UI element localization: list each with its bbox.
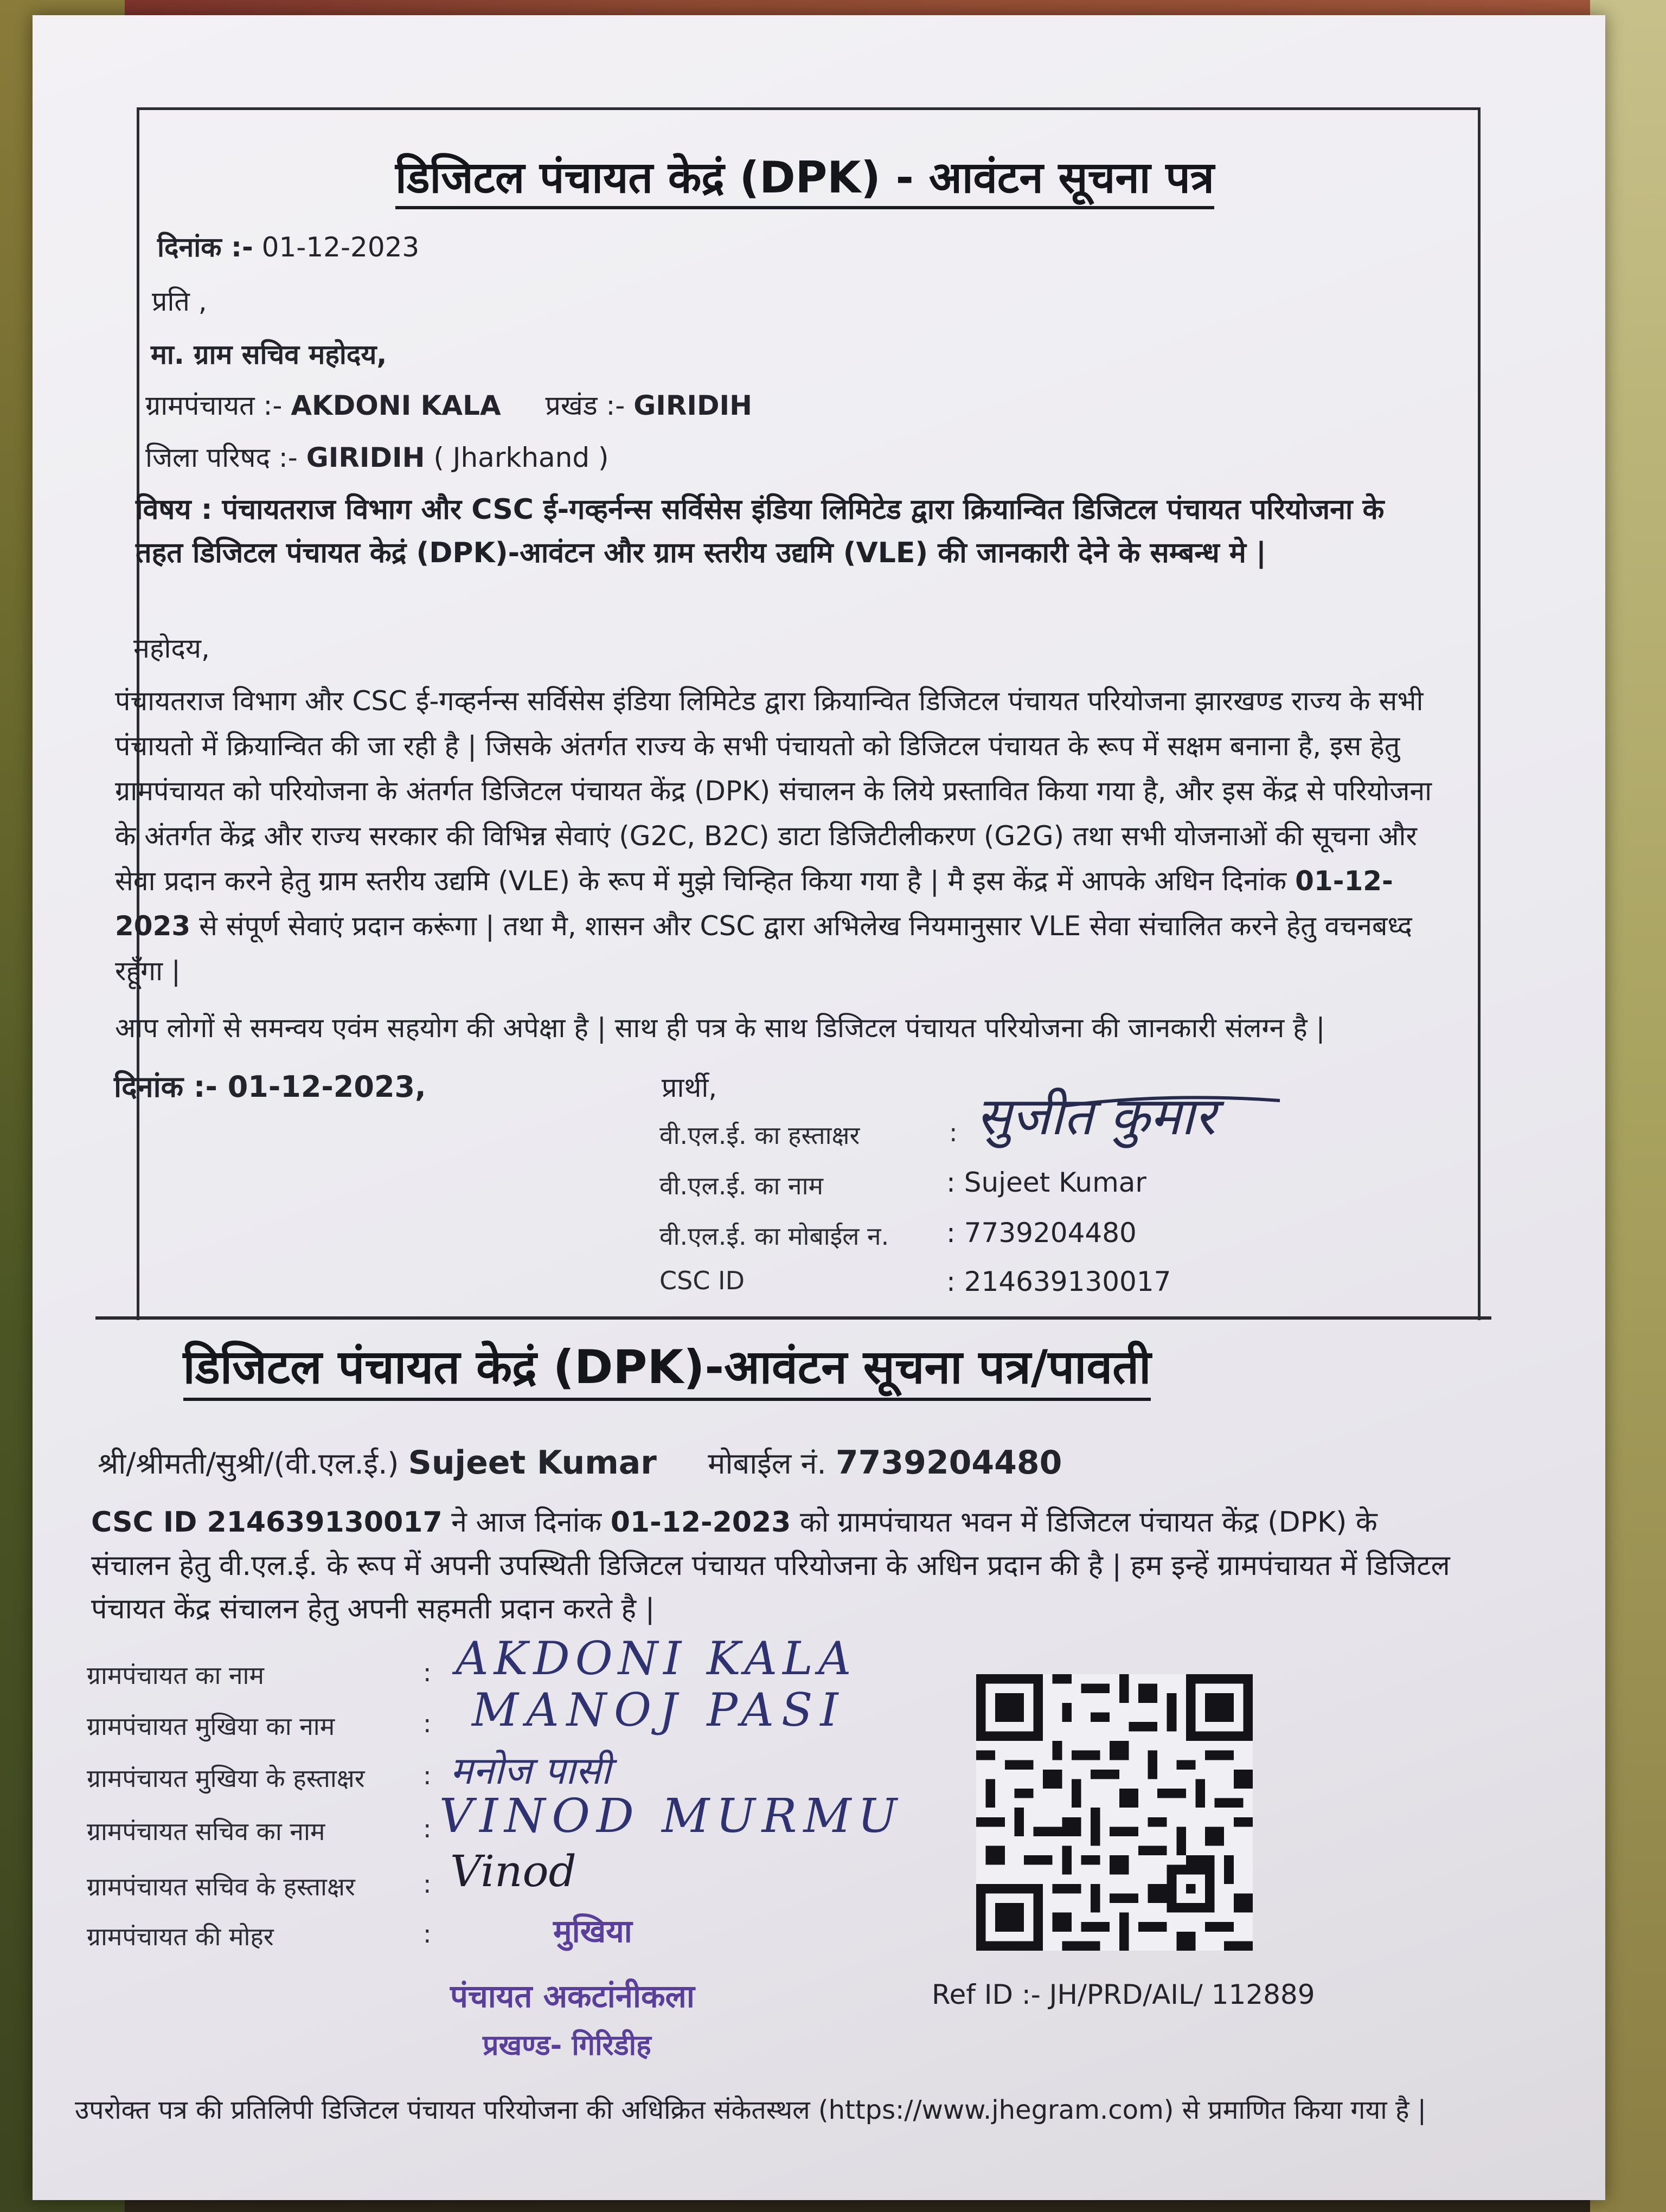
stamp-line-2: पंचायत अकटांनीकला (450, 1978, 695, 2015)
panchayat-seal-label: ग्रामपंचायत की मोहर (87, 1922, 274, 1951)
prati-line: प्रति , (152, 286, 207, 317)
mukhiya-signature-label: ग्रामपंचायत मुखिया के हस्ताक्षर (87, 1764, 365, 1793)
document-title: डिजिटल पंचायत केद्रं (DPK) - आवंटन सूचना पत्र (0, 146, 1610, 205)
applicant-date: दिनांक :- 01-12-2023, (114, 1070, 426, 1104)
date-line: दिनांक :- 01-12-2023 (157, 232, 420, 263)
sachiv-signature-colon: : (423, 1869, 432, 1899)
acknowledgement-paragraph: CSC ID 214639130017 ने आज दिनांक 01-12-2023 को ग्रामपंचायत भवन में डिजिटल पंचायत केंद्र (DPK) के संचालन हेतु वी.एल.ई. के रूप में अपनी उपस्थिती डिजिटल पंचायत परियोजना के अधिन प्रदान की है | हम इन्हें ग्रामपंचायत में डिजिटल पंचायत केंद्र संचालन हेतु अपनी सहमती प्रदान करते है | (91, 1506, 1450, 1625)
mukhiya-name-label: ग्रामपंचायत मुखिया का नाम (87, 1712, 335, 1741)
body-paragraph: पंचायतराज विभाग और CSC ई-गव्हर्नन्स सर्विसेस इंडिया लिमिटेड द्वारा क्रियान्वित डिजिटल पंचायत परियोजना झारखण्ड राज्य के सभी पंचायतो में क्रियान्वित की जा रही है | जिसके अंतर्गत राज्य के सभी पंचायतो को डिजिटल पंचायत के रूप में सक्षम बनाना है, इस हेतु ग्रामपंचायत को परियोजना के अंतर्गत डिजिटल पंचायत केंद्र (DPK) संचालन के लिये प्रस्तावित किया गया है, और इस केंद्र से परियोजना के अंतर्गत केंद्र और राज्य सरकार की विभिन्न सेवाएं (G2C, B2C) डाटा डिजिटीलीकरण (G2G) तथा सभी योजनाओं की सूचना और सेवा प्रदान करने हेतु ग्राम स्तरीय उद्यमि (VLE) के रूप में मुझे चिन्हित किया गया है | मै इस केंद्र में आपके अधिन दिनांक 01-12-2023 से संपूर्ण सेवाएं प्रदान करूंगा | तथा मै, शासन और CSC द्वारा अभिलेख नियमानुसार VLE सेवा संचालित करने हेतु वचनबध्द रहूँगा | (115, 685, 1432, 987)
vle-name-label: वी.एल.ई. का नाम (659, 1171, 824, 1200)
qr-code-icon (976, 1674, 1253, 1951)
vle-signature-colon: : (949, 1118, 958, 1147)
stamp-line-1: मुखिया (553, 1913, 632, 1950)
gp-name-label: ग्रामपंचायत का नाम (87, 1661, 264, 1690)
district-line: जिला परिषद :- GIRIDIH ( Jharkhand ) (145, 442, 609, 473)
prarthi-label: प्रार्थी, (662, 1072, 717, 1103)
ref-id: Ref ID :- JH/PRD/AIL/ 112889 (932, 1979, 1315, 2010)
csc-id-label: CSC ID (659, 1266, 745, 1295)
gram-panchayat-line: ग्रामपंचायत :- AKDONI KALA प्रखंड :- GIRIDIH (145, 390, 752, 421)
csc-id-value: : 214639130017 (946, 1266, 1171, 1297)
vle-signature-label: वी.एल.ई. का हस्ताक्षर (659, 1121, 860, 1150)
gp-name-colon: : (423, 1658, 432, 1687)
addressee-line: मा. ग्राम सचिव महोदय, (151, 339, 387, 370)
gp-name-value: AKDONI KALA (456, 1632, 857, 1685)
vle-name-value: : Sujeet Kumar (946, 1167, 1146, 1198)
subject-paragraph: विषय : पंचायतराज विभाग और CSC ई-गव्हर्नन्स सर्विसेस इंडिया लिमिटेड द्वारा क्रियान्वित डिजिटल पंचायत परियोजना के तहत डिजिटल पंचायत केद्रं (DPK)-आवंटन और ग्राम स्तरीय उद्यमि (VLE) की जानकारी देने के सम्बन्ध मे | (136, 493, 1385, 569)
vle-mobile-value: : 7739204480 (946, 1217, 1137, 1249)
sachiv-signature-label: ग्रामपंचायत सचिव के हस्ताक्षर (87, 1872, 355, 1901)
mukhiya-name-value: MANOJ PASI (472, 1683, 846, 1737)
mukhiya-signature-colon: : (423, 1761, 432, 1790)
salutation: महोदय, (133, 633, 210, 664)
closing-line: आप लोगों से समन्वय एवंम सहयोग की अपेक्षा है | साथ ही पत्र के साथ डिजिटल पंचायत परियोजना की जानकारी संलग्न है | (115, 1012, 1325, 1044)
sachiv-name-colon: : (423, 1814, 432, 1843)
vle-mobile-label: वी.एल.ई. का मोबाईल न. (659, 1221, 889, 1251)
sachiv-name-value: VINOD MURMU (439, 1789, 904, 1843)
receipt-title: डिजिटल पंचायत केद्रं (DPK)-आवंटन सूचना पत्र/पावती (0, 1334, 1334, 1397)
vle-signature: सुजीत कुमार (976, 1086, 1216, 1147)
footer-note: उपरोक्त पत्र की प्रतिलिपी डिजिटल पंचायत परियोजना की अधिक्रित संकेतस्थल (https://www.jhegram.com) से प्रमाणित किया गया है | (75, 2095, 1426, 2125)
section-divider (95, 1316, 1491, 1320)
sachiv-signature-value: Vinod (450, 1846, 576, 1896)
stamp-line-3: प्रखण्ड- गिरिडीह (483, 2029, 651, 2062)
mukhiya-signature-value: मनोज पासी (450, 1748, 611, 1793)
sachiv-name-label: ग्रामपंचायत सचिव का नाम (87, 1817, 325, 1846)
mukhiya-name-colon: : (423, 1709, 432, 1738)
signature-stroke (1058, 1090, 1285, 1122)
vle-line: श्री/श्रीमती/सुश्री/(वी.एल.ई.) Sujeet Kumar मोबाईल नं. 7739204480 (98, 1444, 1062, 1482)
panchayat-seal-colon: : (423, 1919, 432, 1949)
